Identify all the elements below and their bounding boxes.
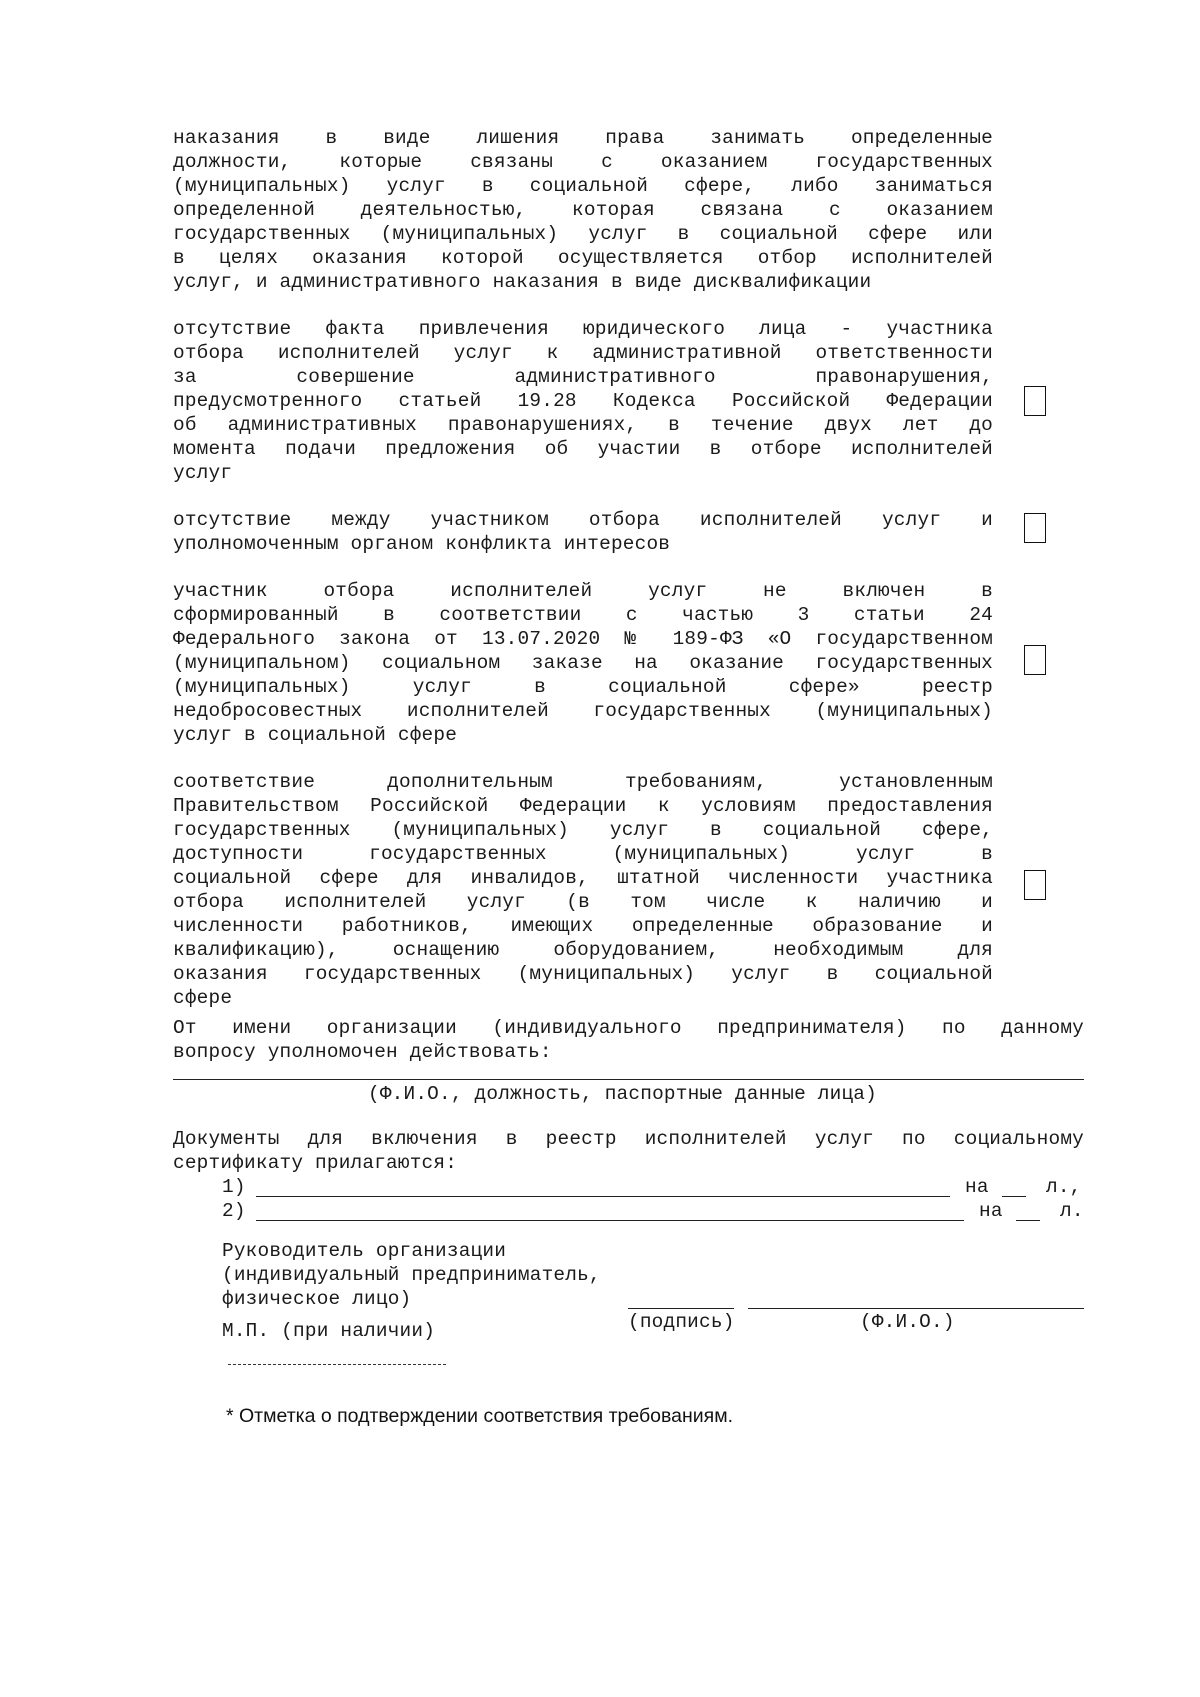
signature-role-line2: (индивидуальный предприниматель, bbox=[222, 1264, 601, 1286]
signature-fio-field[interactable] bbox=[748, 1308, 1084, 1309]
authorized-caption: (Ф.И.О., должность, паспортные данные лица) bbox=[368, 1083, 877, 1105]
requirement-block-1 bbox=[173, 317, 993, 485]
requirement-line: отбора исполнителей услуг к административной ответственности bbox=[173, 342, 993, 364]
requirement-block-3 bbox=[173, 579, 993, 747]
requirement-checkbox-3[interactable] bbox=[1024, 645, 1046, 675]
authorized-person-field[interactable] bbox=[173, 1079, 1084, 1080]
documents-text-line1: Документы для включения в реестр исполнителей услуг по социальному bbox=[173, 1128, 1084, 1150]
stamp-label: М.П. (при наличии) bbox=[222, 1320, 436, 1342]
signature-caption: (подпись) bbox=[628, 1311, 735, 1333]
requirement-line: в целях оказания которой осуществляется отбор исполнителей bbox=[173, 247, 993, 269]
signature-role-line1: Руководитель организации bbox=[222, 1240, 507, 1262]
requirement-line: социальной сфере для инвалидов, штатной численности участника bbox=[173, 867, 993, 889]
requirement-line: соответствие дополнительным требованиям, установленным bbox=[173, 771, 993, 793]
requirement-line: сформированный в соответствии с частью 3 статьи 24 bbox=[173, 604, 993, 626]
requirement-line: услуг bbox=[173, 462, 233, 484]
document-item-1-pages: л., bbox=[1046, 1176, 1082, 1198]
requirement-checkbox-2[interactable] bbox=[1024, 513, 1046, 543]
requirement-line: сфере bbox=[173, 987, 233, 1009]
footnote-separator bbox=[228, 1364, 446, 1365]
document-item-2-pages-field[interactable] bbox=[1016, 1220, 1040, 1221]
authorized-text-line1: От имени организации (индивидуального предпринимателя) по данному bbox=[173, 1017, 1084, 1039]
requirement-line: за совершение административного правонарушения, bbox=[173, 366, 993, 388]
requirement-line: (муниципальных) услуг в социальной сфере» реестр bbox=[173, 676, 993, 698]
requirement-line: Правительством Российской Федерации к условиям предоставления bbox=[173, 795, 993, 817]
document-item-2-pages: л. bbox=[1060, 1200, 1084, 1222]
document-item-1-pages-field[interactable] bbox=[1002, 1196, 1026, 1197]
requirement-line: (муниципальных) услуг в социальной сфере, либо заниматься bbox=[173, 175, 993, 197]
requirement-line: определенной деятельностью, которая связана с оказанием bbox=[173, 199, 993, 221]
requirement-line: наказания в виде лишения права занимать определенные bbox=[173, 127, 993, 149]
requirement-line: недобросовестных исполнителей государственных (муниципальных) bbox=[173, 700, 993, 722]
requirement-block-0 bbox=[173, 126, 993, 294]
document-item-1-field[interactable] bbox=[256, 1196, 950, 1197]
requirement-line: квалификацию), оснащению оборудованием, необходимым для bbox=[173, 939, 993, 961]
signature-field[interactable] bbox=[628, 1308, 734, 1309]
requirement-block-4 bbox=[173, 770, 993, 1010]
requirement-line: государственных (муниципальных) услуг в социальной сфере или bbox=[173, 223, 993, 245]
footnote-text: * Отметка о подтверждении соответствия требованиям. bbox=[226, 1405, 734, 1427]
document-item-2-num: 2) bbox=[222, 1200, 246, 1222]
authorized-text-line2: вопросу уполномочен действовать: bbox=[173, 1041, 552, 1063]
requirement-line: (муниципальном) социальном заказе на оказание государственных bbox=[173, 652, 993, 674]
requirement-line: услуг в социальной сфере bbox=[173, 724, 458, 746]
requirement-line: должности, которые связаны с оказанием государственных bbox=[173, 151, 993, 173]
requirement-line: доступности государственных (муниципальных) услуг в bbox=[173, 843, 993, 865]
requirement-checkbox-1[interactable] bbox=[1024, 386, 1046, 416]
requirement-checkbox-4[interactable] bbox=[1024, 870, 1046, 900]
requirement-line: предусмотренного статьей 19.28 Кодекса Российской Федерации bbox=[173, 390, 993, 412]
documents-text-line2: сертификату прилагаются: bbox=[173, 1152, 458, 1174]
requirement-line: отбора исполнителей услуг (в том числе к наличию и bbox=[173, 891, 993, 913]
document-item-2-on: на bbox=[979, 1200, 1003, 1222]
signature-role-line3: физическое лицо) bbox=[222, 1288, 412, 1310]
requirement-line: услуг, и административного наказания в виде дисквалификации bbox=[173, 271, 872, 293]
requirement-line: об административных правонарушениях, в течение двух лет до bbox=[173, 414, 993, 436]
requirement-line: оказания государственных (муниципальных) услуг в социальной bbox=[173, 963, 993, 985]
fio-caption: (Ф.И.О.) bbox=[860, 1311, 955, 1333]
requirement-line: участник отбора исполнителей услуг не включен в bbox=[173, 580, 993, 602]
requirement-block-2 bbox=[173, 508, 993, 556]
requirement-line: момента подачи предложения об участии в отборе исполнителей bbox=[173, 438, 993, 460]
requirement-line: отсутствие факта привлечения юридического лица - участника bbox=[173, 318, 993, 340]
document-item-2-field[interactable] bbox=[256, 1220, 964, 1221]
requirement-line: численности работников, имеющих определенные образование и bbox=[173, 915, 993, 937]
requirement-line: уполномоченным органом конфликта интересов bbox=[173, 533, 671, 555]
document-item-1-on: на bbox=[965, 1176, 989, 1198]
requirement-line: Федерального закона от 13.07.2020 № 189-ФЗ «О государственном bbox=[173, 628, 993, 650]
document-item-1-num: 1) bbox=[222, 1176, 246, 1198]
requirement-line: государственных (муниципальных) услуг в социальной сфере, bbox=[173, 819, 993, 841]
requirement-line: отсутствие между участником отбора исполнителей услуг и bbox=[173, 509, 993, 531]
